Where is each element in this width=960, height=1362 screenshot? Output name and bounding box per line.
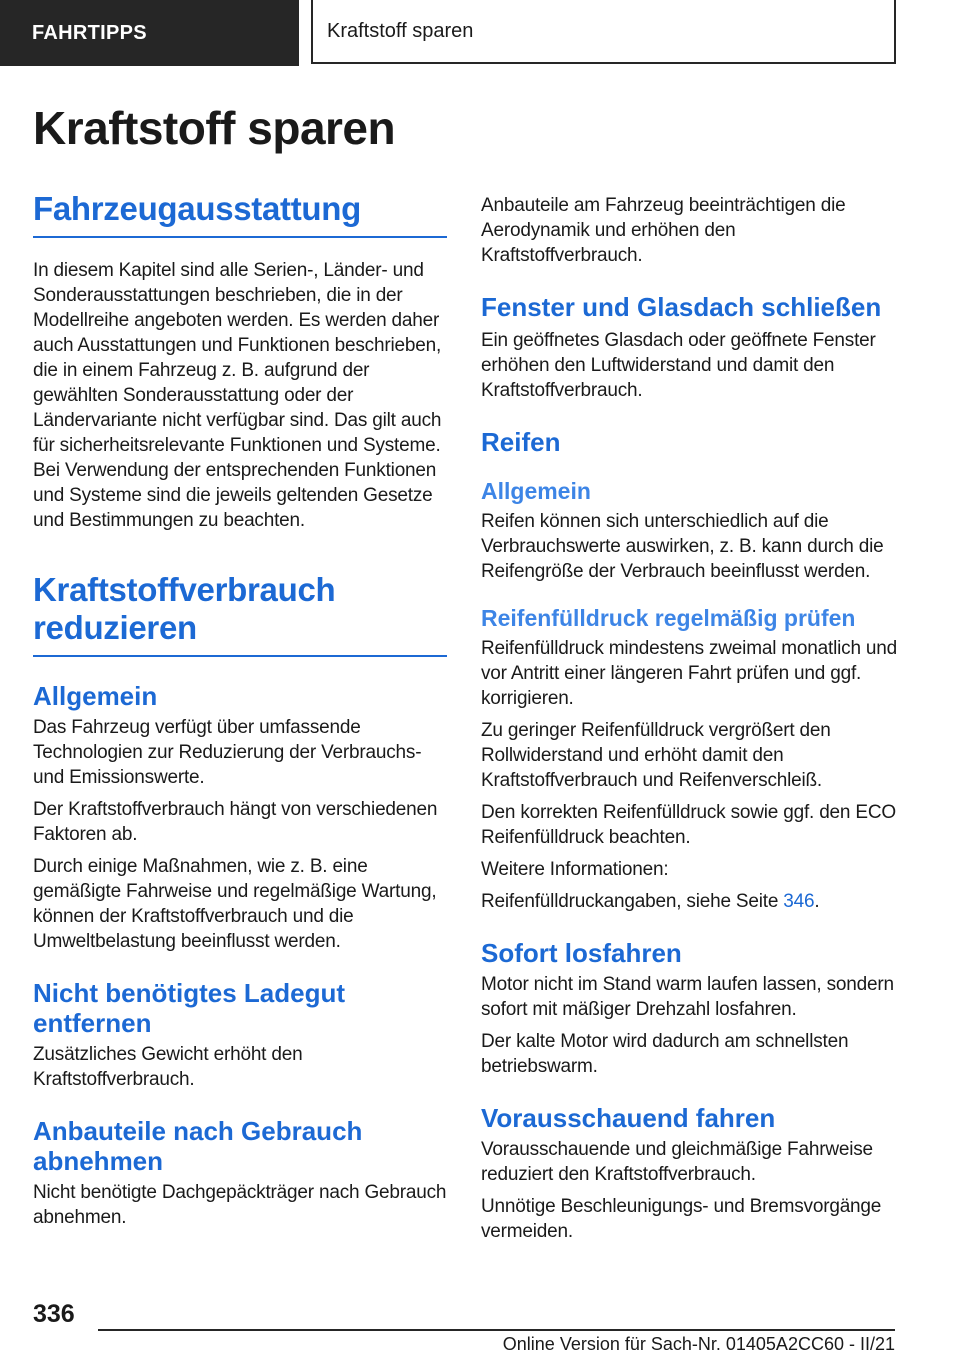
paragraph-reifen-allgemein: Reifen können sich unterschiedlich auf die Verbrauchswerte auswirken, z. B. kann durch die Reifengröße der Verbrauch beeinflusst werden. xyxy=(481,511,884,582)
heading-vorausschauend: Vorausschauend fahren xyxy=(481,1103,776,1133)
heading-kraftstoffverbrauch: Kraftstoffverbrauch reduzieren xyxy=(33,571,447,657)
paragraph-verbrauch-1: Das Fahrzeug verfügt über umfassende Technologien zur Reduzierung der Verbrauchs- und Emissionswerte. xyxy=(33,717,422,788)
paragraph-losfahren-2: Der kalte Motor wird dadurch am schnellsten betriebswarm. xyxy=(481,1031,849,1077)
header-chapter-label: Kraftstoff sparen xyxy=(311,0,896,64)
heading-losfahren: Sofort losfahren xyxy=(481,938,682,968)
heading-fahrzeugausstattung: Fahrzeugausstattung xyxy=(33,190,447,238)
heading-reifen-allgemein: Allgemein xyxy=(481,478,591,504)
heading-reifen: Reifen xyxy=(481,427,561,457)
heading-fenster: Fenster und Glasdach schließen xyxy=(481,292,882,322)
paragraph-ladegut: Zusätzliches Gewicht erhöht den Kraftstoffverbrauch. xyxy=(33,1044,303,1090)
paragraph-ausstattung: In diesem Kapitel sind alle Serien-, Länder- und Sonderausstattungen beschrieben, die in der Modellreihe angeboten werden. Es werden daher auch Ausstattungen und Funktionen beschrieben, die in einem Fahrzeug z. B. aufgrund der gewählten Sonderausstattung oder der Ländervariante nicht verfügbar sind. Das gilt auch für sicherheitsrelevante Funktionen und Systeme. Bei Verwendung der entsprechenden Funktionen und Systeme sind die jeweils geltenden Gesetze und Bestimmungen zu beachten. xyxy=(33,260,442,531)
paragraph-losfahren-1: Motor nicht im Stand warm laufen lassen, sondern sofort mit mäßiger Drehzahl losfahren. xyxy=(481,974,894,1020)
header-section-label: FAHRTIPPS xyxy=(0,0,299,66)
footer-divider xyxy=(98,1329,895,1331)
heading-ladegut: Nicht benötigtes Ladegut entfernen xyxy=(33,978,345,1038)
paragraph-druck-2: Zu geringer Reifenfülldruck vergrößert den Rollwiderstand und erhöht damit den Kraftstoffverbrauch und Reifenverschleiß. xyxy=(481,720,831,791)
right-column xyxy=(481,193,899,1244)
paragraph-verbrauch-3: Durch einige Maßnahmen, wie z. B. eine gemäßigte Fahrweise und regelmäßige Wartung, können der Kraftstoffverbrauch und die Umweltbelastung beeinflusst werden. xyxy=(33,856,437,952)
reference-end: . xyxy=(814,891,820,912)
page-number: 336 xyxy=(33,1300,75,1328)
paragraph-vorausschauend-2: Unnötige Beschleunigungs- und Bremsvorgänge vermeiden. xyxy=(481,1196,882,1242)
footer-version-text: Online Version für Sach-Nr. 01405A2CC60 - II/21 xyxy=(502,1334,895,1354)
heading-allgemein-verbrauch: Allgemein xyxy=(33,681,158,711)
page-header xyxy=(0,0,960,66)
heading-reifenfuelldruck: Reifenfülldruck regelmäßig prüfen xyxy=(481,605,856,631)
page-title: Kraftstoff sparen xyxy=(33,102,396,154)
paragraph-druck-3: Den korrekten Reifenfülldruck sowie ggf. den ECO Reifenfülldruck beachten. xyxy=(481,802,896,848)
paragraph-fenster: Ein geöffnetes Glasdach oder geöffnete Fenster erhöhen den Luftwiderstand und damit den Kraftstoffverbrauch. xyxy=(481,330,876,401)
paragraph-druck-1: Reifenfülldruck mindestens zweimal monatlich und vor Antritt einer längeren Fahrt prüfen und ggf. korrigieren. xyxy=(481,638,897,709)
paragraph-druck-reference xyxy=(481,889,899,914)
left-column xyxy=(33,190,447,1230)
paragraph-vorausschauend-1: Vorausschauende und gleichmäßige Fahrweise reduziert den Kraftstoffverbrauch. xyxy=(481,1139,873,1185)
paragraph-verbrauch-2: Der Kraftstoffverbrauch hängt von verschiedenen Faktoren ab. xyxy=(33,799,438,845)
heading-anbauteile: Anbauteile nach Gebrauch abnehmen xyxy=(33,1116,363,1176)
paragraph-druck-4: Weitere Informationen: xyxy=(481,859,669,880)
paragraph-anbauteile: Nicht benötigte Dachgepäckträger nach Gebrauch abnehmen. xyxy=(33,1182,447,1228)
page-reference-link[interactable]: 346 xyxy=(783,891,815,912)
reference-text: Reifenfülldruckangaben, siehe Seite xyxy=(481,891,784,912)
paragraph-anbauteile-cont: Anbauteile am Fahrzeug beeinträchtigen die Aerodynamik und erhöhen den Kraftstoffverbrauch. xyxy=(481,195,846,266)
